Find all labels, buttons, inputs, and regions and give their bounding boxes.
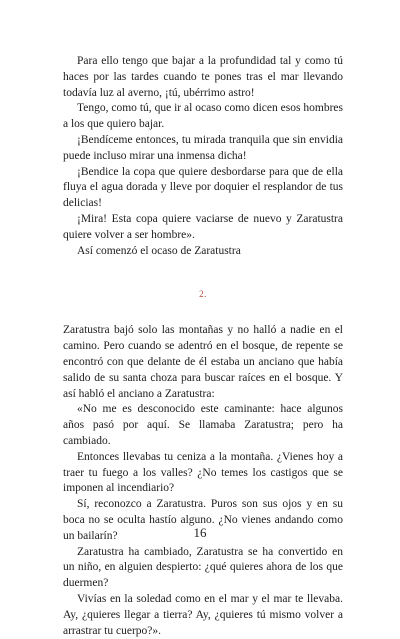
- paragraph: Zaratustra ha cambiado, Zaratustra se ha convertido en un niño, en alguien despierto: ¿qué quieres ahora de los que duermen?: [63, 545, 343, 590]
- page-number: 16: [193, 525, 207, 540]
- paragraph: Tengo, como tú, que ir al ocaso como dicen esos hombres a los que quiero bajar.: [63, 102, 343, 131]
- section-two: [63, 323, 343, 639]
- paragraph: Así comenzó el ocaso de Zaratustra: [77, 244, 241, 257]
- paragraph: ¡Mira! Esta copa quiere vaciarse de nuevo y Zaratustra quiere volver a ser hombre».: [63, 212, 343, 241]
- paragraph: Sí, reconozco a Zaratustra. Puros son sus ojos y en su boca no se oculta hastío alguno. ¿No vienes andando como un bailarín?: [63, 498, 343, 542]
- section-number: 2.: [199, 289, 207, 300]
- section-one: [63, 54, 343, 259]
- paragraph: ¡Bendíceme entonces, tu mirada tranquila que sin envidia puede incluso mirar una inmensa dicha!: [63, 133, 343, 162]
- page-body: [63, 54, 343, 639]
- paragraph: Entonces llevabas tu ceniza a la montaña. ¿Vienes hoy a traer tu fuego a los valles? ¿No temes los castigos que se imponen al incendiario?: [63, 450, 343, 495]
- paragraph: ¡Bendice la copa que quiere desbordarse para que de ella fluya el agua dorada y lleve por doquier el resplandor de tus delicias!: [63, 165, 343, 210]
- paragraph: «No me es desconocido este caminante: hace algunos años pasó por aquí. Se llamaba Zaratustra; pero ha cambiado.: [63, 403, 343, 447]
- paragraph: Zaratustra bajó solo las montañas y no halló a nadie en el camino. Pero cuando se adentró en el bosque, de repente se encontró con que delante de él estaba un anciano que había salido de su santa choza para buscar raíces en el bosque. Y así habló el anciano a Zaratustra:: [63, 324, 343, 400]
- paragraph: Para ello tengo que bajar a la profundidad tal y como tú haces por las tardes cuando te pones tras el mar llevando todavía luz al averno, ¡tú, ubérrimo astro!: [63, 55, 343, 99]
- paragraph: Vivías en la soledad como en el mar y el mar te llevaba. Ay, ¿quieres llegar a tierra? Ay, ¿quieres tú mismo volver a arrastrar tu cuerpo?».: [63, 592, 343, 637]
